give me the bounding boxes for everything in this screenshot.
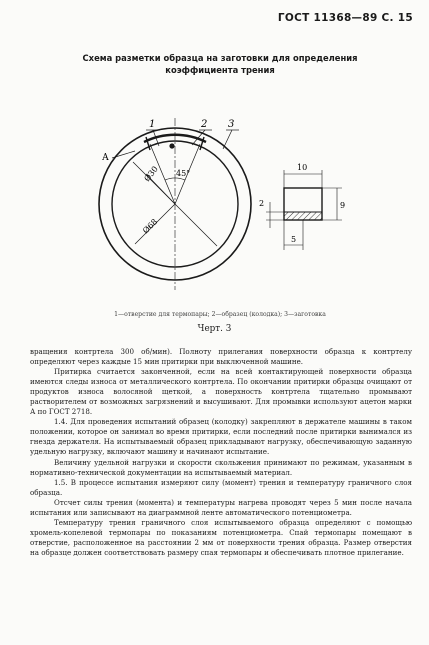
dim-d30: Ø30 bbox=[142, 164, 160, 184]
figure-title-line2: коэффициента трения bbox=[165, 65, 275, 75]
figure-number: Черт. 3 bbox=[197, 324, 232, 334]
paragraph: Притирка считается законченной, если на всей контактирующей поверхности образца имеются следы износа от металлического контртела. По окончании притирки образцы очищают от продуктов износа волосяной щеткой, а поверхность контртела тщательно промывают растворителем от возможных загрязнений и высушивают. Для промывки используют ацетон марки А по ГОСТ 2718. bbox=[30, 367, 412, 417]
technical-drawing bbox=[0, 104, 429, 309]
figure-title-line1: Схема разметки образца на заготовки для определения bbox=[82, 53, 358, 63]
dim-5: 5 bbox=[291, 235, 297, 244]
label-a-leader bbox=[112, 151, 135, 158]
callout-1: 1 bbox=[149, 119, 156, 130]
paragraph: Величину удельной нагрузки и скорости скольжения принимают по режимам, указанным в нормативно-технической документации на испытываемый материал. bbox=[30, 457, 412, 477]
dim-9: 9 bbox=[340, 201, 346, 210]
page-header: ГОСТ 11368—89 С. 15 bbox=[277, 12, 413, 24]
paragraph: вращения контртела 300 об/мин). Полноту прилегания поверхности образца к контртелу определяют через каждые 15 мин притирки при выключенной машине. bbox=[30, 347, 412, 367]
label-a: А bbox=[102, 153, 109, 163]
callout-leader-3 bbox=[223, 130, 232, 149]
figure-title bbox=[40, 52, 400, 76]
figure-legend: 1—отверстие для термопары; 2—образец (колодка); 3—заготовка bbox=[114, 311, 326, 318]
callout-2: 2 bbox=[201, 119, 208, 130]
dim-10: 10 bbox=[297, 163, 308, 172]
dim-d68: Ø68 bbox=[141, 217, 160, 236]
thermocouple-hole bbox=[169, 143, 174, 148]
paragraph: 1.4. Для проведения испытаний образец (колодку) закрепляют в держателе машины в таком положении, которое он занимал во время притирки, если последний после притирки вынимался из гнезда держателя. На испытываемый образец прикладывают нагрузку, обеспечивающую заданную удельную нагрузку, включают машину и начинают испытание. bbox=[30, 417, 412, 457]
paragraph: 1.5. В процессе испытания измеряют силу (момент) трения и температуру граничного слоя образца. bbox=[30, 477, 412, 497]
dim-angle: 45° bbox=[176, 169, 191, 178]
body-text bbox=[30, 347, 412, 558]
paragraph: Отсчет силы трения (момента) и температуры нагрева проводят через 5 мин после начала испытания или записывают на диаграммной ленте автоматического потенциометра. bbox=[30, 497, 412, 517]
specimen-detail-hatch bbox=[284, 212, 322, 220]
dim-2: 2 bbox=[259, 199, 265, 208]
paragraph: Температуру трения граничного слоя испытываемого образца определяют с помощью хромель-копелевой термопары по показаниям потенциометра. Спай термопары помещают в отверстие, расположенное на расстоянии 2 мм от поверхности трения образца. Размер отверстия на образце должен соответствовать размеру спая термопары и обеспечивать плотное прилегание. bbox=[30, 517, 412, 557]
callout-3: 3 bbox=[228, 119, 235, 130]
